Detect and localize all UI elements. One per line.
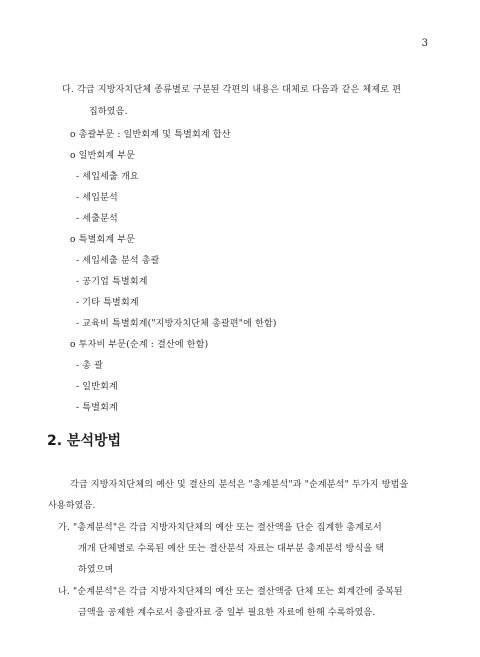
outline-item: - 특별회계 <box>76 403 118 413</box>
outline-item: - 일반회계 <box>76 382 118 392</box>
item-ga-line1: 가. "총계분석"은 각급 지방자치단체의 예산 또는 결산액을 단순 집계한 총계로서 <box>58 523 382 533</box>
outline-item: - 총 괄 <box>76 361 104 371</box>
intro-line2: 사용하였음. <box>48 501 96 511</box>
item-na-line2: 금액을 공제한 계수로서 총괄자료 중 일부 필요한 자료에 한해 수록하였음. <box>78 608 376 618</box>
section-da-line1: 다. 각급 지방자치단체 종류별로 구분된 각편의 내용은 대체로 다음과 같은 체제로 편 <box>62 85 402 95</box>
section-da-line2: 집하였음. <box>89 107 128 117</box>
item-ga-line2: 개개 단체별로 수록된 예산 또는 결산분석 자료는 대부분 총계분석 방식을 택 <box>78 544 385 554</box>
outline-item: o 특별회계 부문 <box>70 235 136 245</box>
outline-item: - 공기업 특별회계 <box>76 277 148 287</box>
intro-line1: 각급 지방자치단체의 예산 및 결산의 분석은 "총계분석"과 "순계분석" 두가지 방법을 <box>70 480 409 490</box>
item-na-line1: 나. "순계분석"은 각급 지방자치단체의 예산 또는 결산액중 단체 또는 회계간에 중복된 <box>58 587 403 597</box>
outline-item: - 세출분석 <box>76 214 118 224</box>
outline-item: o 총괄부문 : 일반회계 및 특별회계 합산 <box>70 130 231 140</box>
outline-item: - 세입분석 <box>76 193 118 203</box>
outline-item: - 교육비 특별회계("지방자치단체 총괄편"에 한함) <box>76 319 277 329</box>
page-number: 3 <box>421 38 428 49</box>
item-ga-line3: 하였으며 <box>78 565 114 575</box>
outline-item: o 투자비 부문(순계 : 결산에 한함) <box>70 340 209 350</box>
outline-item: o 일반회계 부문 <box>70 151 136 161</box>
outline-item: - 세입세출 개요 <box>76 172 139 182</box>
section-heading: 2. 분석방법 <box>47 433 122 449</box>
outline-item: - 세입세출 분석 총괄 <box>76 256 160 266</box>
outline-item: - 기타 특별회계 <box>76 298 139 308</box>
